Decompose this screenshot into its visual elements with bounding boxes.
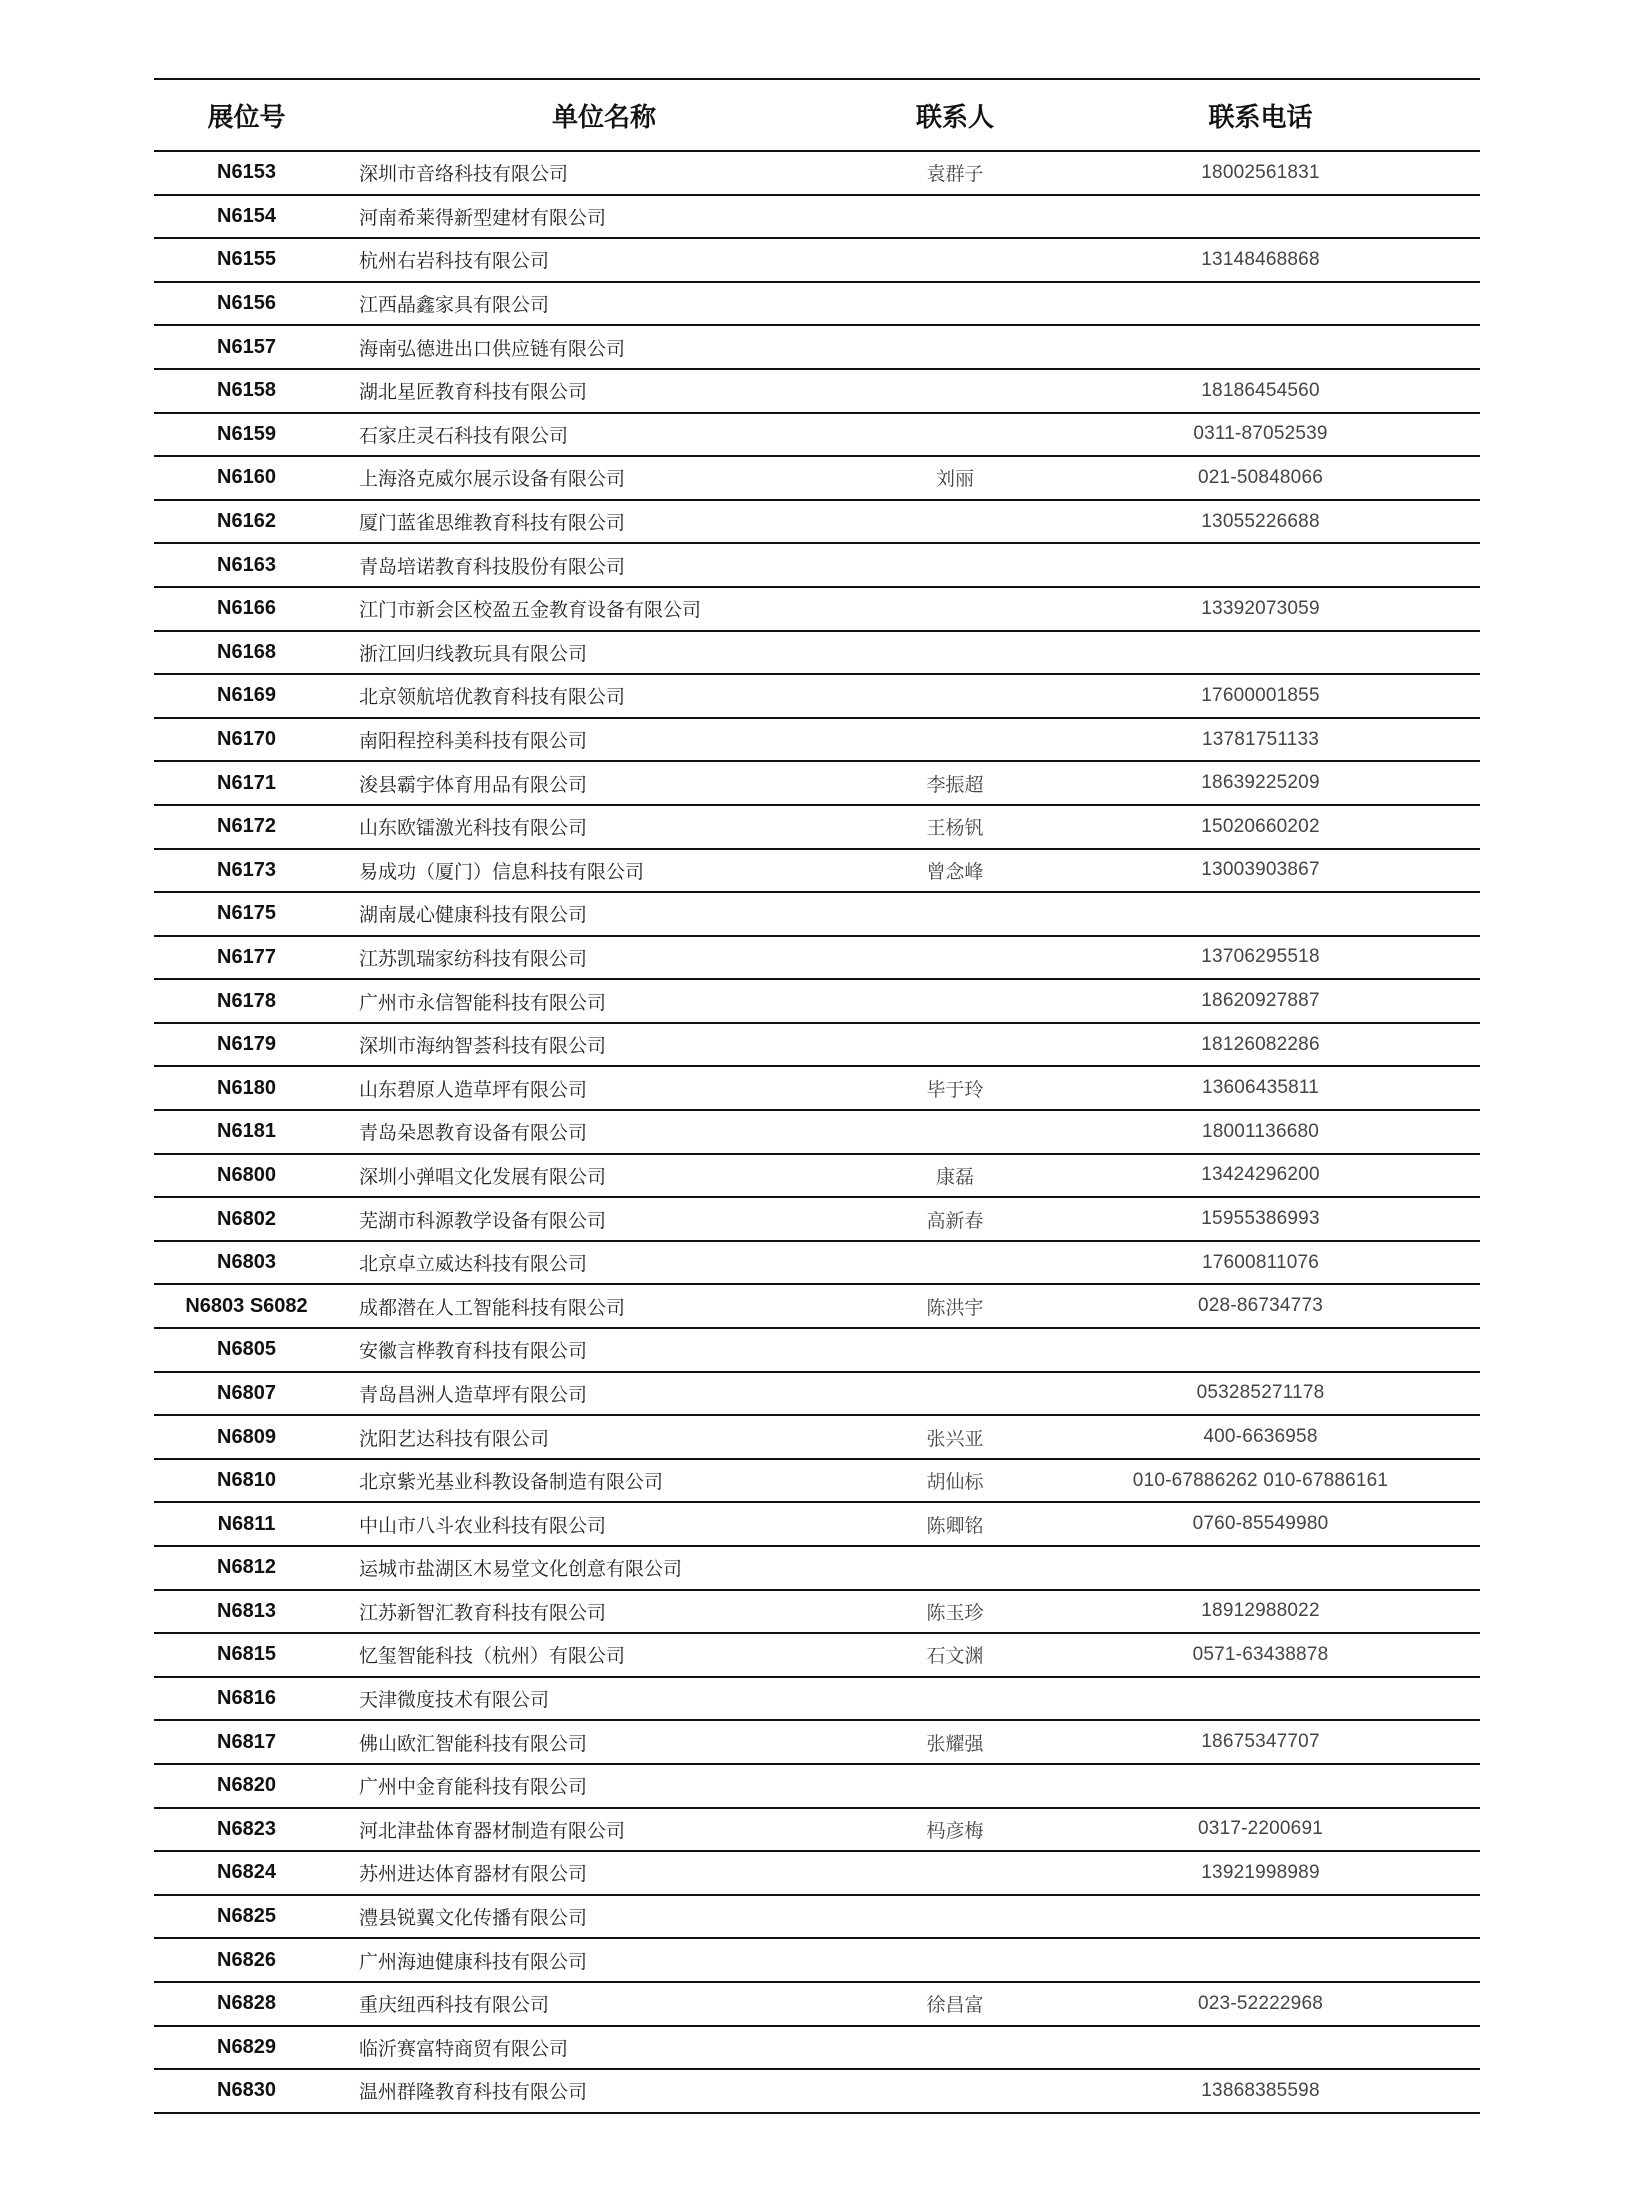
contact-person: 陈卿铭 xyxy=(926,1514,984,1537)
company-name: 安徽言桦教育科技有限公司 xyxy=(359,1340,588,1363)
table-row xyxy=(154,892,1480,936)
company-name: 山东碧原人造草坪有限公司 xyxy=(359,1078,588,1101)
booth-number: N6180 xyxy=(217,1076,276,1099)
table-row xyxy=(154,805,1480,849)
contact-phone: 13606435811 xyxy=(1201,1077,1320,1099)
contact-phone: 18912988022 xyxy=(1201,1600,1320,1622)
contact-phone: 028-86734773 xyxy=(1198,1295,1323,1317)
booth-number: N6154 xyxy=(217,204,276,227)
booth-number: N6815 xyxy=(217,1643,276,1666)
company-name: 芜湖市科源教学设备有限公司 xyxy=(359,1209,607,1232)
company-name: 成都潜在人工智能科技有限公司 xyxy=(359,1296,626,1319)
table-row xyxy=(154,761,1480,805)
contact-person: 刘丽 xyxy=(935,468,974,491)
booth-number: N6803 S6082 xyxy=(185,1294,308,1317)
table-row xyxy=(154,413,1480,457)
table-row xyxy=(154,1895,1480,1939)
contact-person: 徐昌富 xyxy=(926,1994,984,2017)
contact-person xyxy=(869,674,1041,718)
booth-number: N6824 xyxy=(217,1861,276,1884)
header-company: 单位名称 xyxy=(551,102,656,133)
booth-number: N6823 xyxy=(217,1817,276,1840)
company-name: 河南希莱得新型建材有限公司 xyxy=(359,206,607,229)
contact-phone: 13392073059 xyxy=(1201,597,1320,619)
booth-number: N6172 xyxy=(217,815,276,838)
company-name: 山东欧镭激光科技有限公司 xyxy=(359,817,588,840)
table-row xyxy=(154,718,1480,762)
contact-person xyxy=(869,587,1041,631)
contact-person xyxy=(869,718,1041,762)
company-name: 天津微度技术有限公司 xyxy=(359,1689,550,1712)
table-row xyxy=(154,543,1480,587)
company-name: 杭州右岩科技有限公司 xyxy=(359,250,550,273)
contact-phone xyxy=(1041,1895,1480,1939)
table-row xyxy=(154,195,1480,239)
booth-number: N6817 xyxy=(217,1730,276,1753)
company-name: 忆玺智能科技（杭州）有限公司 xyxy=(359,1645,626,1668)
table-row xyxy=(154,1633,1480,1677)
contact-phone xyxy=(1041,892,1480,936)
contact-person xyxy=(869,413,1041,457)
contact-person: 毕于玲 xyxy=(926,1078,984,1101)
contact-person xyxy=(869,1372,1041,1416)
booth-number: N6803 xyxy=(217,1251,276,1274)
contact-person xyxy=(869,1023,1041,1067)
company-name: 广州市永信智能科技有限公司 xyxy=(359,991,607,1014)
contact-phone xyxy=(1041,1328,1480,1372)
table-row xyxy=(154,979,1480,1023)
company-name: 江苏新智汇教育科技有限公司 xyxy=(359,1601,607,1624)
table-row xyxy=(154,325,1480,369)
booth-number: N6830 xyxy=(217,2079,276,2102)
booth-number: N6800 xyxy=(217,1163,276,1186)
contact-person xyxy=(869,543,1041,587)
contact-phone: 0311-87052539 xyxy=(1193,423,1328,445)
booth-number: N6169 xyxy=(217,684,276,707)
table-row xyxy=(154,1546,1480,1590)
booth-number: N6156 xyxy=(217,292,276,315)
header-booth: 展位号 xyxy=(207,102,286,133)
contact-phone: 13424296200 xyxy=(1201,1164,1320,1186)
booth-number: N6179 xyxy=(217,1033,276,1056)
company-name: 浚县霸宇体育用品有限公司 xyxy=(359,773,588,796)
table-row xyxy=(154,631,1480,675)
company-name: 北京领航培优教育科技有限公司 xyxy=(359,686,626,709)
booth-number: N6160 xyxy=(217,466,276,489)
table-body xyxy=(154,151,1480,2113)
table-row xyxy=(154,2026,1480,2070)
booth-number: N6163 xyxy=(217,553,276,576)
table-row xyxy=(154,1502,1480,1546)
table-row xyxy=(154,456,1480,500)
contact-phone: 15955386993 xyxy=(1201,1208,1320,1230)
contact-phone xyxy=(1041,2026,1480,2070)
contact-person: 陈洪宇 xyxy=(926,1296,984,1319)
company-name: 广州中金育能科技有限公司 xyxy=(359,1776,588,1799)
table-row xyxy=(154,1284,1480,1328)
contact-phone xyxy=(1041,282,1480,326)
company-name: 苏州进达体育器材有限公司 xyxy=(359,1863,588,1886)
booth-number: N6809 xyxy=(217,1425,276,1448)
booth-number: N6816 xyxy=(217,1687,276,1710)
contact-person: 陈玉珍 xyxy=(926,1601,984,1624)
company-name: 易成功（厦门）信息科技有限公司 xyxy=(359,860,645,883)
booth-number: N6181 xyxy=(217,1120,276,1143)
company-name: 北京卓立威达科技有限公司 xyxy=(359,1253,588,1276)
booth-number: N6826 xyxy=(217,1948,276,1971)
contact-phone: 010-67886262 010-67886161 xyxy=(1132,1469,1389,1491)
contact-person xyxy=(869,195,1041,239)
contact-phone: 13921998989 xyxy=(1201,1861,1320,1883)
booth-number: N6170 xyxy=(217,728,276,751)
company-name: 河北津盐体育器材制造有限公司 xyxy=(359,1819,626,1842)
contact-person xyxy=(869,2069,1041,2113)
header-contact: 联系人 xyxy=(915,102,994,133)
contact-person xyxy=(869,369,1041,413)
contact-phone: 18001136680 xyxy=(1201,1120,1320,1142)
table-row xyxy=(154,1066,1480,1110)
company-name: 澧县锐翼文化传播有限公司 xyxy=(359,1907,588,1930)
table-row xyxy=(154,674,1480,718)
table-row xyxy=(154,238,1480,282)
contact-phone: 400-6636958 xyxy=(1203,1426,1318,1448)
company-name: 江西晶鑫家具有限公司 xyxy=(359,294,550,317)
company-name: 上海洛克威尔展示设备有限公司 xyxy=(359,468,626,491)
company-name: 佛山欧汇智能科技有限公司 xyxy=(359,1732,588,1755)
company-name: 青岛昌洲人造草坪有限公司 xyxy=(359,1383,588,1406)
company-name: 临沂赛富特商贸有限公司 xyxy=(359,2037,569,2060)
company-name: 南阳程控科美科技有限公司 xyxy=(359,730,588,753)
contact-person xyxy=(869,936,1041,980)
contact-phone: 023-52222968 xyxy=(1198,1992,1323,2014)
contact-person xyxy=(869,282,1041,326)
booth-number: N6159 xyxy=(217,422,276,445)
contact-person: 袁群子 xyxy=(926,163,984,186)
table-row xyxy=(154,1459,1480,1503)
table-row xyxy=(154,587,1480,631)
contact-person: 石文渊 xyxy=(926,1645,984,1668)
exhibitor-table xyxy=(154,78,1480,2114)
booth-number: N6168 xyxy=(217,640,276,663)
booth-number: N6175 xyxy=(217,902,276,925)
contact-person xyxy=(869,979,1041,1023)
contact-phone xyxy=(1041,195,1480,239)
contact-phone: 17600001855 xyxy=(1201,684,1320,706)
booth-number: N6155 xyxy=(217,248,276,271)
company-name: 中山市八斗农业科技有限公司 xyxy=(359,1514,607,1537)
table-row xyxy=(154,936,1480,980)
contact-phone xyxy=(1041,1938,1480,1982)
booth-number: N6158 xyxy=(217,379,276,402)
contact-phone: 15020660202 xyxy=(1201,815,1320,837)
table-row xyxy=(154,1590,1480,1634)
contact-person xyxy=(869,631,1041,675)
contact-person xyxy=(869,325,1041,369)
table-row xyxy=(154,1197,1480,1241)
booth-number: N6813 xyxy=(217,1599,276,1622)
company-name: 江苏凯瑞家纺科技有限公司 xyxy=(359,947,588,970)
contact-person xyxy=(869,1241,1041,1285)
table-row xyxy=(154,500,1480,544)
table-row xyxy=(154,1154,1480,1198)
table-row xyxy=(154,369,1480,413)
contact-person xyxy=(869,1328,1041,1372)
company-name: 石家庄灵石科技有限公司 xyxy=(359,424,569,447)
table-row xyxy=(154,1938,1480,1982)
company-name: 深圳小弹唱文化发展有限公司 xyxy=(359,1165,607,1188)
company-name: 浙江回归线教玩具有限公司 xyxy=(359,642,588,665)
contact-person xyxy=(869,1895,1041,1939)
contact-phone xyxy=(1041,543,1480,587)
contact-person: 杩彦梅 xyxy=(926,1819,984,1842)
contact-person xyxy=(869,1851,1041,1895)
table-row xyxy=(154,1764,1480,1808)
company-name: 重庆纽西科技有限公司 xyxy=(359,1994,550,2017)
booth-number: N6153 xyxy=(217,161,276,184)
company-name: 湖北星匠教育科技有限公司 xyxy=(359,381,588,404)
table-row xyxy=(154,1808,1480,1852)
contact-person xyxy=(869,1764,1041,1808)
booth-number: N6178 xyxy=(217,989,276,1012)
company-name: 温州群隆教育科技有限公司 xyxy=(359,2081,588,2104)
company-name: 厦门蓝雀思维教育科技有限公司 xyxy=(359,512,626,535)
exhibitor-list xyxy=(154,78,1480,2114)
table-row xyxy=(154,151,1480,195)
company-name: 海南弘德进出口供应链有限公司 xyxy=(359,337,626,360)
contact-phone: 18126082286 xyxy=(1201,1033,1320,1055)
booth-number: N6166 xyxy=(217,597,276,620)
booth-number: N6812 xyxy=(217,1556,276,1579)
table-row xyxy=(154,849,1480,893)
contact-phone: 17600811076 xyxy=(1201,1251,1320,1273)
contact-phone: 13781751133 xyxy=(1201,728,1320,750)
table-row xyxy=(154,1328,1480,1372)
contact-phone: 13868385598 xyxy=(1201,2079,1320,2101)
company-name: 深圳市海纳智荟科技有限公司 xyxy=(359,1035,607,1058)
contact-phone: 18186454560 xyxy=(1201,379,1320,401)
contact-person: 高新春 xyxy=(926,1209,984,1232)
table-row xyxy=(154,1372,1480,1416)
contact-phone: 18620927887 xyxy=(1201,990,1320,1012)
contact-phone xyxy=(1041,1546,1480,1590)
company-name: 广州海迪健康科技有限公司 xyxy=(359,1950,588,1973)
contact-phone: 0760-85549980 xyxy=(1192,1513,1329,1535)
table-row xyxy=(154,1677,1480,1721)
booth-number: N6171 xyxy=(217,771,276,794)
contact-phone: 053285271178 xyxy=(1196,1382,1325,1404)
booth-number: N6825 xyxy=(217,1905,276,1928)
booth-number: N6162 xyxy=(217,510,276,533)
contact-phone: 13706295518 xyxy=(1201,946,1320,968)
contact-person: 张兴亚 xyxy=(926,1427,984,1450)
booth-number: N6173 xyxy=(217,858,276,881)
booth-number: N6807 xyxy=(217,1381,276,1404)
booth-number: N6828 xyxy=(217,1992,276,2015)
company-name: 青岛朵恩教育设备有限公司 xyxy=(359,1122,588,1145)
table-row xyxy=(154,1415,1480,1459)
contact-person xyxy=(869,238,1041,282)
contact-person xyxy=(869,1677,1041,1721)
booth-number: N6805 xyxy=(217,1338,276,1361)
contact-person xyxy=(869,1110,1041,1154)
booth-number: N6829 xyxy=(217,2035,276,2058)
company-name: 江门市新会区校盈五金教育设备有限公司 xyxy=(359,599,702,622)
company-name: 沈阳艺达科技有限公司 xyxy=(359,1427,550,1450)
booth-number: N6820 xyxy=(217,1774,276,1797)
booth-number: N6810 xyxy=(217,1469,276,1492)
table-header xyxy=(154,79,1480,151)
table-row xyxy=(154,1851,1480,1895)
header-phone: 联系电话 xyxy=(1208,102,1313,133)
contact-person xyxy=(869,500,1041,544)
contact-phone xyxy=(1041,631,1480,675)
contact-person: 王杨钒 xyxy=(926,817,984,840)
contact-phone: 13148468868 xyxy=(1201,248,1320,270)
company-name: 青岛培诺教育科技股份有限公司 xyxy=(359,555,626,578)
company-name: 北京紫光基业科教设备制造有限公司 xyxy=(359,1471,664,1494)
contact-phone: 18639225209 xyxy=(1201,772,1320,794)
table-row xyxy=(154,2069,1480,2113)
table-row xyxy=(154,1982,1480,2026)
booth-number: N6177 xyxy=(217,945,276,968)
company-name: 深圳市音络科技有限公司 xyxy=(359,163,569,186)
contact-phone xyxy=(1041,1764,1480,1808)
table-row xyxy=(154,1241,1480,1285)
table-row xyxy=(154,1023,1480,1067)
contact-person xyxy=(869,2026,1041,2070)
contact-phone: 18002561831 xyxy=(1201,161,1320,183)
contact-person: 曾念峰 xyxy=(926,860,984,883)
table-row xyxy=(154,1110,1480,1154)
contact-phone: 0317-2200691 xyxy=(1198,1818,1323,1840)
contact-person: 张耀强 xyxy=(926,1732,984,1755)
booth-number: N6157 xyxy=(217,335,276,358)
contact-person: 李振超 xyxy=(926,773,984,796)
contact-phone: 18675347707 xyxy=(1201,1731,1320,1753)
contact-phone: 13003903867 xyxy=(1201,859,1320,881)
table-row xyxy=(154,282,1480,326)
contact-person xyxy=(869,1938,1041,1982)
contact-person xyxy=(869,1546,1041,1590)
booth-number: N6811 xyxy=(217,1512,276,1535)
header-row xyxy=(154,79,1480,151)
company-name: 湖南晟心健康科技有限公司 xyxy=(359,904,588,927)
booth-number: N6802 xyxy=(217,1207,276,1230)
company-name: 运城市盐湖区木易堂文化创意有限公司 xyxy=(359,1558,683,1581)
contact-person: 胡仙标 xyxy=(926,1471,984,1494)
contact-phone xyxy=(1041,325,1480,369)
contact-phone: 0571-63438878 xyxy=(1192,1643,1329,1665)
contact-phone: 13055226688 xyxy=(1201,510,1320,532)
contact-phone xyxy=(1041,1677,1480,1721)
contact-person: 康磊 xyxy=(935,1165,974,1188)
contact-phone: 021-50848066 xyxy=(1198,466,1323,488)
table-row xyxy=(154,1720,1480,1764)
contact-person xyxy=(869,892,1041,936)
